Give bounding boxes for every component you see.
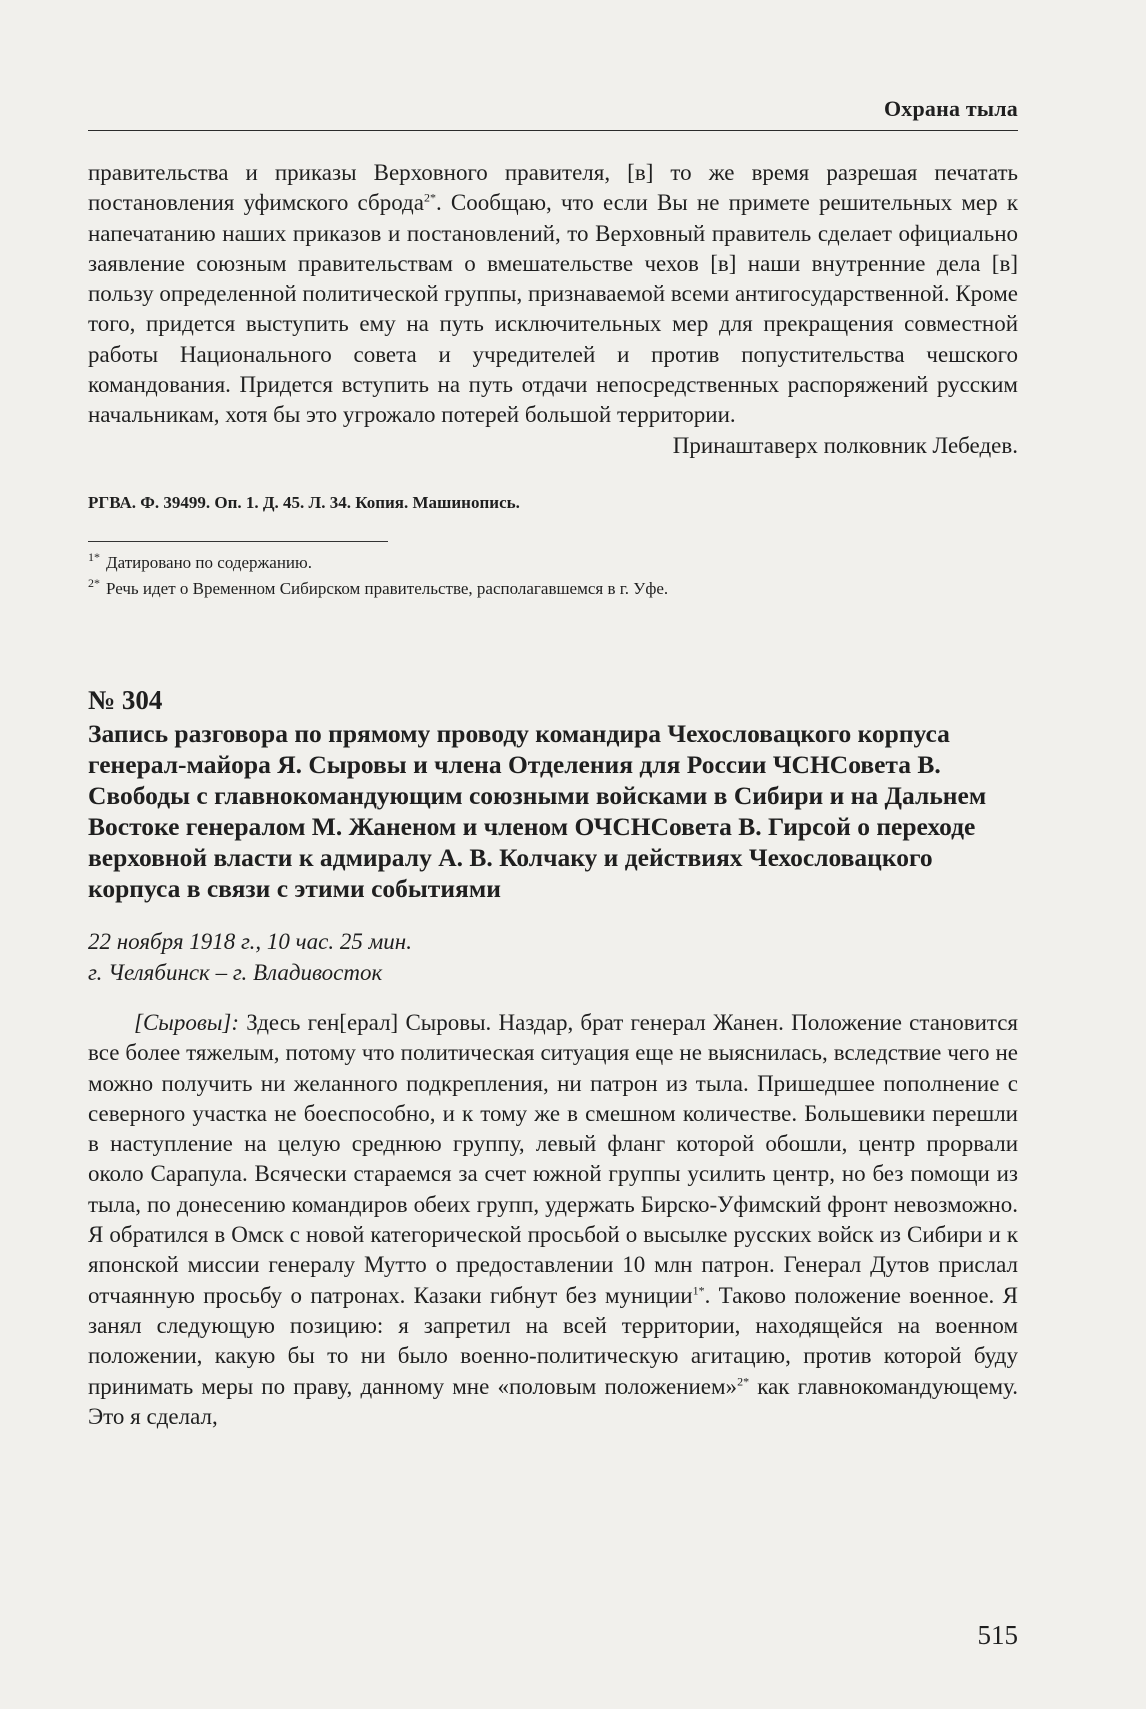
header-rule — [88, 130, 1018, 131]
footnote-text: Датировано по содержанию. — [106, 552, 312, 572]
document-title: Запись разговора по прямому проводу командира Чехословацкого корпуса генерал-майора Я. Сыровы и члена Отделения для России ЧСНСовета В. Свободы с главнокомандующим союзными войсками в Сибири и на Дальнем Востоке генералом М. Жаненом и членом ОЧСНСовета В. Гирсой о переходе верховной власти к адмиралу А. В. Колчаку и действиях Чехословацкого корпуса в связи с этими событиями — [88, 718, 987, 903]
body-text-1: Здесь ген[ерал] Сыровы. Наздар, брат генерал Жанен. Положение становится все более тяжелым, потому что политическая ситуация еще не выяснилась, вследствие чего не можно получить ни желанного подкрепления, ни патрон из тыла. Пришедшее пополнение с северного участка не боеспособно, и к тому же в смешном количестве. Большевики перешли в наступление на целую среднюю группу, левый фланг которой обошли, центр прорвали около Сарапула. Всячески стараемся за счет южной группы усилить центр, но без помощи из тыла, по донесению командиров обеих групп, удержать Бирско-Уфимский фронт невозможно. Я обратился в Омск с новой категорической просьбой о высылке русских войск из Сибири и к японской миссии генералу Мутто о предоставлении 10 млн патрон. Генерал Дутов прислал отчаянную просьбу о патронах. Казаки гибнут без муниции — [88, 1009, 1018, 1308]
archival-source: РГВА. Ф. 39499. Оп. 1. Д. 45. Л. 34. Копия. Машинопись. — [88, 492, 520, 512]
continuation-text-2: . Сообщаю, что если Вы не примете решительных мер к напечатанию наших приказов и постановлений, то Верховный правитель сделает официально заявление союзным правительствам о вмешательстве чехов [в] наши внутренние дела [в] пользу определенной политической группы, признаваемой всеми антигосударственной. Кроме того, придется выступить ему на путь исключительных мер для прекращения совместной работы Национального совета и учредителей и против попустительства чешского командования. Придется вступить на путь отдачи непосредственных распоряжений русским начальникам, хотя бы это угрожало потерей большой территории. — [88, 190, 1018, 428]
footnote-ref[interactable]: 2* — [737, 1373, 750, 1388]
continuation-text: правительства и приказы Верховного правителя, [в] то же время разрешая печатать постановления уфимского сброда — [88, 160, 1018, 216]
document-body — [88, 1008, 1018, 1432]
signature: Принаштаверх полковник Лебедев. — [672, 432, 1018, 458]
page-number: 515 — [977, 1620, 1018, 1650]
footnote-ref[interactable]: 1* — [692, 1282, 705, 1297]
footnote-1 — [88, 550, 1018, 576]
speaker-label: [Сыровы]: — [134, 1009, 240, 1035]
footnote-mark: 1* — [88, 550, 100, 565]
continuation-paragraph — [88, 158, 1018, 431]
document-number: № 304 — [88, 684, 163, 715]
footnote-mark: 2* — [88, 576, 100, 591]
footnote-2 — [88, 576, 1018, 602]
body-text-3: как главнокомандующему. Это я сделал, — [88, 1373, 1018, 1429]
footnote-text: Речь идет о Временном Сибирском правительстве, располагавшемся в г. Уфе. — [106, 578, 669, 598]
document-date: 22 ноября 1918 г., 10 час. 25 мин. — [88, 928, 412, 954]
running-head: Охрана тыла — [883, 96, 1018, 121]
page-content — [88, 158, 1018, 1432]
footnote-ref[interactable]: 2* — [423, 190, 436, 205]
document-place: г. Челябинск – г. Владивосток — [88, 959, 383, 985]
body-text-2: . Таково положение военное. Я занял следующую позицию: я запретил на всей территории, находящейся на военном положении, какую бы то ни было военно-политическую агитацию, против которой буду принимать меры по праву, данному мне «половым положением» — [88, 1282, 1018, 1399]
footnote-rule — [88, 541, 388, 542]
